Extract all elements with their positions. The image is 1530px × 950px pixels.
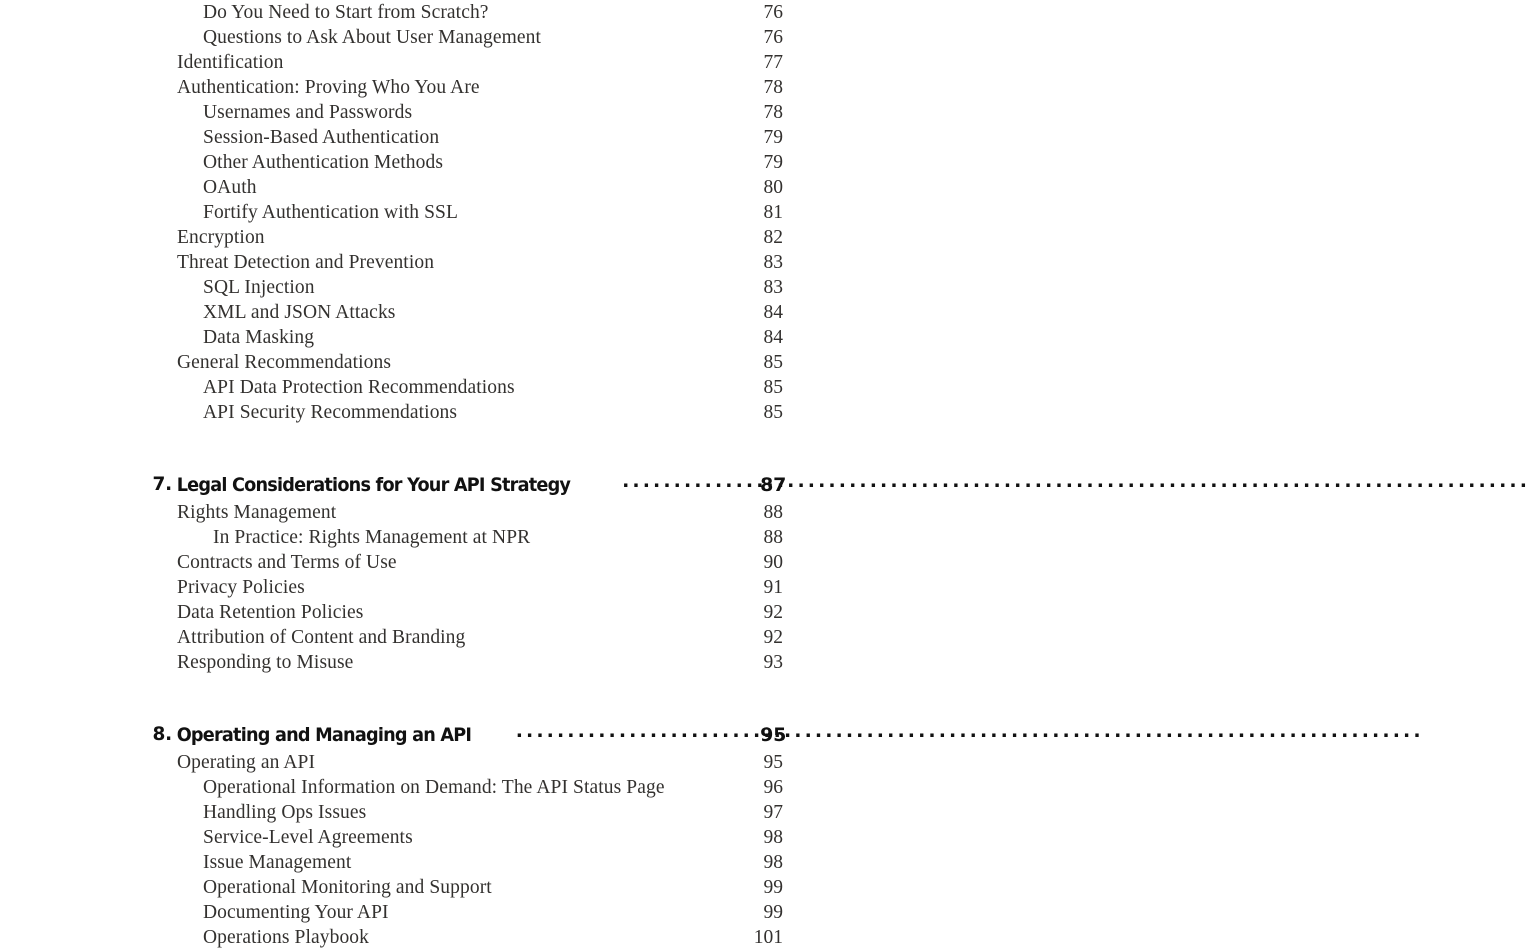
toc-entry-title: Rights Management bbox=[177, 502, 337, 523]
toc-entry-page-number: 90 bbox=[763, 552, 783, 573]
toc-entry-page-number: 83 bbox=[763, 277, 783, 298]
toc-entry-page-number: 82 bbox=[763, 227, 783, 248]
toc-entry-row[interactable] bbox=[0, 400, 800, 425]
toc-entry-page-number: 96 bbox=[763, 777, 783, 798]
toc-entry-page-number: 77 bbox=[763, 52, 783, 73]
toc-entry-title: Questions to Ask About User Management bbox=[203, 27, 541, 48]
chapter-number: 8. bbox=[152, 724, 172, 745]
toc-entry-row[interactable] bbox=[0, 875, 800, 900]
toc-entry-title: Handling Ops Issues bbox=[203, 802, 367, 823]
toc-entry-row[interactable] bbox=[0, 650, 800, 675]
toc-entry-title: Responding to Misuse bbox=[177, 652, 354, 673]
toc-entry-page-number: 95 bbox=[763, 752, 783, 773]
toc-entry-page-number: 85 bbox=[763, 377, 783, 398]
toc-entry-row[interactable] bbox=[0, 550, 800, 575]
toc-entry-title: Operations Playbook bbox=[203, 927, 370, 948]
toc-entry-title: Authentication: Proving Who You Are bbox=[177, 77, 480, 98]
toc-entry-page-number: 85 bbox=[763, 402, 783, 423]
toc-entry-page-number: 101 bbox=[753, 927, 783, 948]
toc-entry-row[interactable] bbox=[0, 925, 800, 948]
toc-entry-page-number: 76 bbox=[763, 27, 783, 48]
toc-entry-row[interactable] bbox=[0, 625, 800, 650]
toc-entry-title: Issue Management bbox=[203, 852, 352, 873]
toc-entry-page-number: 85 bbox=[763, 352, 783, 373]
toc-entry-page-number: 79 bbox=[763, 127, 783, 148]
toc-entry-row[interactable] bbox=[0, 525, 800, 550]
toc-entry-row[interactable] bbox=[0, 150, 800, 175]
toc-entry-page-number: 84 bbox=[763, 302, 783, 323]
toc-entry-title: Privacy Policies bbox=[177, 577, 305, 598]
chapter-number: 7. bbox=[152, 474, 172, 495]
chapter-title: Operating and Managing an API bbox=[176, 724, 472, 746]
toc-entry-title: In Practice: Rights Management at NPR bbox=[213, 527, 531, 548]
chapter-title: Legal Considerations for Your API Strategy bbox=[176, 474, 571, 496]
toc-entry-page-number: 79 bbox=[763, 152, 783, 173]
toc-entry-row[interactable] bbox=[0, 300, 800, 325]
toc-entry-page-number: 99 bbox=[763, 877, 783, 898]
toc-entry-page-number: 78 bbox=[763, 77, 783, 98]
chapter-page-number: 87 bbox=[760, 474, 786, 496]
toc-entry-row[interactable] bbox=[0, 500, 800, 525]
toc-entry-title: Operating an API bbox=[177, 752, 316, 773]
toc-entry-title: SQL Injection bbox=[203, 277, 315, 298]
toc-entry-row[interactable] bbox=[0, 225, 800, 250]
toc-entry-row[interactable] bbox=[0, 25, 800, 50]
toc-entry-title: Data Retention Policies bbox=[177, 602, 364, 623]
toc-entry-page-number: 76 bbox=[763, 2, 783, 23]
toc-entry-page-number: 93 bbox=[763, 652, 783, 673]
toc-entry-page-number: 92 bbox=[763, 627, 783, 648]
toc-entry-row[interactable] bbox=[0, 275, 800, 300]
toc-entry-page-number: 99 bbox=[763, 902, 783, 923]
toc-entry-title: OAuth bbox=[203, 177, 257, 198]
toc-entry-row[interactable] bbox=[0, 250, 800, 275]
toc-entry-title: Usernames and Passwords bbox=[203, 102, 413, 123]
toc-entry-page-number: 80 bbox=[763, 177, 783, 198]
toc-entry-title: Threat Detection and Prevention bbox=[177, 252, 435, 273]
toc-entry-row[interactable] bbox=[0, 375, 800, 400]
toc-entry-row[interactable] bbox=[0, 350, 800, 375]
dot-leader bbox=[516, 716, 793, 732]
toc-entry-page-number: 97 bbox=[763, 802, 783, 823]
toc-entry-row[interactable] bbox=[0, 200, 800, 225]
toc-entry-page-number: 83 bbox=[763, 252, 783, 273]
toc-entry-row[interactable] bbox=[0, 825, 800, 850]
toc-entry-row[interactable] bbox=[0, 800, 800, 825]
toc-entry-row[interactable] bbox=[0, 575, 800, 600]
toc-entry-row[interactable] bbox=[0, 50, 800, 75]
toc-entry-row[interactable] bbox=[0, 775, 800, 800]
toc-entry-page-number: 88 bbox=[763, 502, 783, 523]
toc-entry-row[interactable] bbox=[0, 75, 800, 100]
toc-entry-row[interactable] bbox=[0, 325, 800, 350]
toc-entry-page-number: 92 bbox=[763, 602, 783, 623]
toc-entry-title: General Recommendations bbox=[177, 352, 392, 373]
toc-entry-row[interactable] bbox=[0, 600, 800, 625]
toc-entry-page-number: 81 bbox=[763, 202, 783, 223]
toc-entry-row[interactable] bbox=[0, 0, 800, 25]
toc-entry-title: Other Authentication Methods bbox=[203, 152, 444, 173]
toc-entry-page-number: 98 bbox=[763, 852, 783, 873]
toc-entry-title: Do You Need to Start from Scratch? bbox=[203, 2, 489, 23]
toc-entry-title: Service-Level Agreements bbox=[203, 827, 413, 848]
toc-entry-title: Fortify Authentication with SSL bbox=[203, 202, 458, 223]
toc-entry-row[interactable] bbox=[0, 750, 800, 775]
toc-entry-row[interactable] bbox=[0, 850, 800, 875]
toc-entry-row[interactable] bbox=[0, 175, 800, 200]
toc-entry-title: Contracts and Terms of Use bbox=[177, 552, 397, 573]
toc-entry-page-number: 78 bbox=[763, 102, 783, 123]
chapter-spacer bbox=[0, 675, 800, 720]
toc-entry-title: Attribution of Content and Branding bbox=[177, 627, 466, 648]
toc-entry-title: Identification bbox=[177, 52, 284, 73]
toc-chapter-row[interactable] bbox=[0, 470, 800, 500]
toc-entry-page-number: 98 bbox=[763, 827, 783, 848]
toc-entry-page-number: 88 bbox=[763, 527, 783, 548]
toc-entry-title: API Security Recommendations bbox=[203, 402, 458, 423]
toc-entry-page-number: 91 bbox=[763, 577, 783, 598]
toc-entry-row[interactable] bbox=[0, 100, 800, 125]
toc-chapter-row[interactable] bbox=[0, 720, 800, 750]
toc-entry-title: Documenting Your API bbox=[203, 902, 389, 923]
chapter-spacer bbox=[0, 425, 800, 470]
toc-entry-row[interactable] bbox=[0, 125, 800, 150]
chapter-page-number: 95 bbox=[760, 724, 786, 746]
toc-entry-title: XML and JSON Attacks bbox=[203, 302, 396, 323]
toc-entry-title: Operational Information on Demand: The API Status Page bbox=[203, 777, 665, 798]
toc-entry-page-number: 84 bbox=[763, 327, 783, 348]
toc-entry-title: Session-Based Authentication bbox=[203, 127, 440, 148]
toc-entry-title: Data Masking bbox=[203, 327, 315, 348]
toc-entry-title: API Data Protection Recommendations bbox=[203, 377, 515, 398]
toc-entry-title: Operational Monitoring and Support bbox=[203, 877, 492, 898]
toc-entry-row[interactable] bbox=[0, 900, 800, 925]
toc-entry-title: Encryption bbox=[177, 227, 265, 248]
